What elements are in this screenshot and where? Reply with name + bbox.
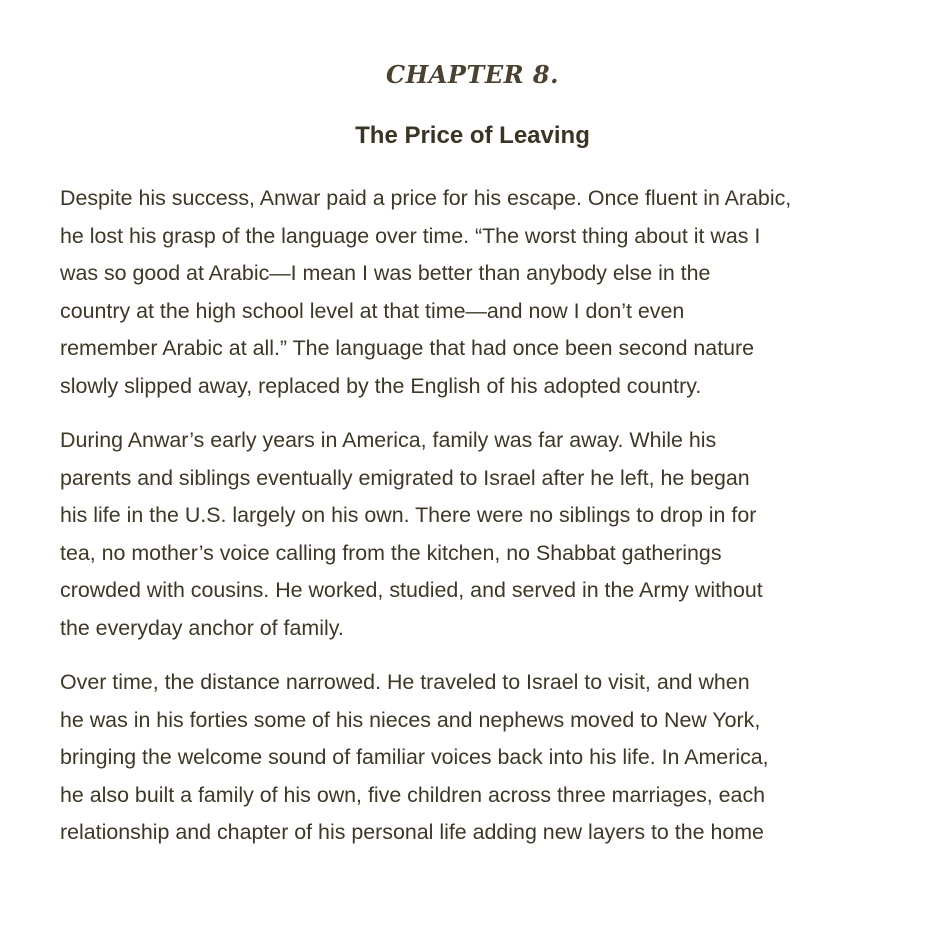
text-line: During Anwar’s early years in America, family was far away. While his bbox=[60, 428, 717, 452]
paragraph-1 bbox=[60, 180, 890, 405]
text-line: Despite his success, Anwar paid a price for his escape. Once fluent in Arabic, bbox=[60, 186, 792, 210]
text-line: was so good at Arabic—I mean I was better than anybody else in the bbox=[60, 261, 711, 285]
paragraph-2 bbox=[60, 422, 890, 647]
text-line: the everyday anchor of family. bbox=[60, 615, 344, 640]
text-line: bringing the welcome sound of familiar voices back into his life. In America, bbox=[60, 745, 769, 769]
text-line: country at the high school level at that time—and now I don’t even bbox=[60, 298, 685, 323]
text-line: slowly slipped away, replaced by the English of his adopted country. bbox=[60, 373, 702, 398]
chapter-label: CHAPTER 8. bbox=[386, 60, 559, 89]
text-line: remember Arabic at all.” The language that had once been second nature bbox=[60, 336, 755, 360]
text-line: crowded with cousins. He worked, studied, and served in the Army without bbox=[60, 578, 763, 602]
chapter-title: The Price of Leaving bbox=[355, 122, 590, 149]
text-line: Over time, the distance narrowed. He traveled to Israel to visit, and when bbox=[60, 670, 750, 694]
text-line: tea, no mother’s voice calling from the kitchen, no Shabbat gatherings bbox=[60, 540, 722, 565]
text-line: relationship and chapter of his personal life adding new layers to the home bbox=[60, 820, 764, 844]
paragraph-3 bbox=[60, 664, 890, 852]
text-line: parents and siblings eventually emigrated to Israel after he left, he began bbox=[60, 465, 750, 490]
text-line: he lost his grasp of the language over time. “The worst thing about it was I bbox=[60, 223, 761, 248]
text-line: his life in the U.S. largely on his own. There were no siblings to drop in for bbox=[60, 503, 757, 527]
text-line: he was in his forties some of his nieces and nephews moved to New York, bbox=[60, 707, 761, 732]
text-line: he also built a family of his own, five children across three marriages, each bbox=[60, 782, 766, 807]
chapter-body bbox=[60, 180, 890, 869]
